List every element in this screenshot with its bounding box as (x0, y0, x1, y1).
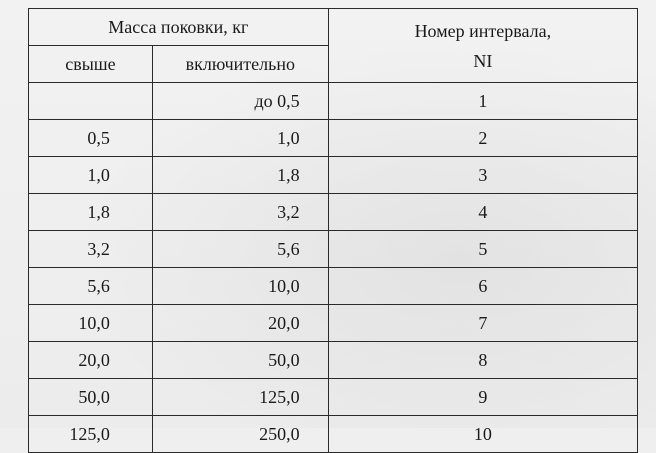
cell-interval: 8 (328, 342, 637, 379)
cell-inclusive: 50,0 (152, 342, 328, 379)
cell-inclusive: 125,0 (152, 379, 328, 416)
table-row (29, 157, 638, 194)
cell-interval: 10 (328, 416, 637, 453)
cell-over: 50,0 (29, 379, 153, 416)
table-row (29, 268, 638, 305)
header-over: свыше (29, 46, 153, 83)
cell-over (29, 83, 153, 120)
cell-over: 5,6 (29, 268, 153, 305)
forging-mass-interval-table (28, 8, 638, 453)
header-inclusive: включительно (152, 46, 328, 83)
table-row (29, 120, 638, 157)
cell-inclusive: 1,0 (152, 120, 328, 157)
cell-interval: 1 (328, 83, 637, 120)
cell-inclusive: 10,0 (152, 268, 328, 305)
cell-over: 3,2 (29, 231, 153, 268)
cell-interval: 6 (328, 268, 637, 305)
table-row (29, 231, 638, 268)
cell-over: 1,0 (29, 157, 153, 194)
table-row (29, 305, 638, 342)
cell-interval: 7 (328, 305, 637, 342)
header-row-top (29, 9, 638, 46)
table-row (29, 416, 638, 453)
cell-interval: 5 (328, 231, 637, 268)
table-row (29, 83, 638, 120)
table-row (29, 194, 638, 231)
cell-inclusive: 5,6 (152, 231, 328, 268)
cell-over: 125,0 (29, 416, 153, 453)
cell-interval: 4 (328, 194, 637, 231)
cell-over: 10,0 (29, 305, 153, 342)
header-interval-number (328, 9, 637, 83)
cell-inclusive: 250,0 (152, 416, 328, 453)
cell-over: 1,8 (29, 194, 153, 231)
cell-inclusive: 3,2 (152, 194, 328, 231)
cell-inclusive: 20,0 (152, 305, 328, 342)
cell-over: 0,5 (29, 120, 153, 157)
cell-over: 20,0 (29, 342, 153, 379)
cell-inclusive: до 0,5 (152, 83, 328, 120)
table-row (29, 342, 638, 379)
header-interval-line1: Номер интервала, (414, 20, 552, 41)
cell-interval: 2 (328, 120, 637, 157)
cell-interval: 3 (328, 157, 637, 194)
table-row (29, 379, 638, 416)
header-mass: Масса поковки, кг (29, 9, 329, 46)
cell-inclusive: 1,8 (152, 157, 328, 194)
header-interval-line2: NI (473, 50, 493, 71)
cell-interval: 9 (328, 379, 637, 416)
